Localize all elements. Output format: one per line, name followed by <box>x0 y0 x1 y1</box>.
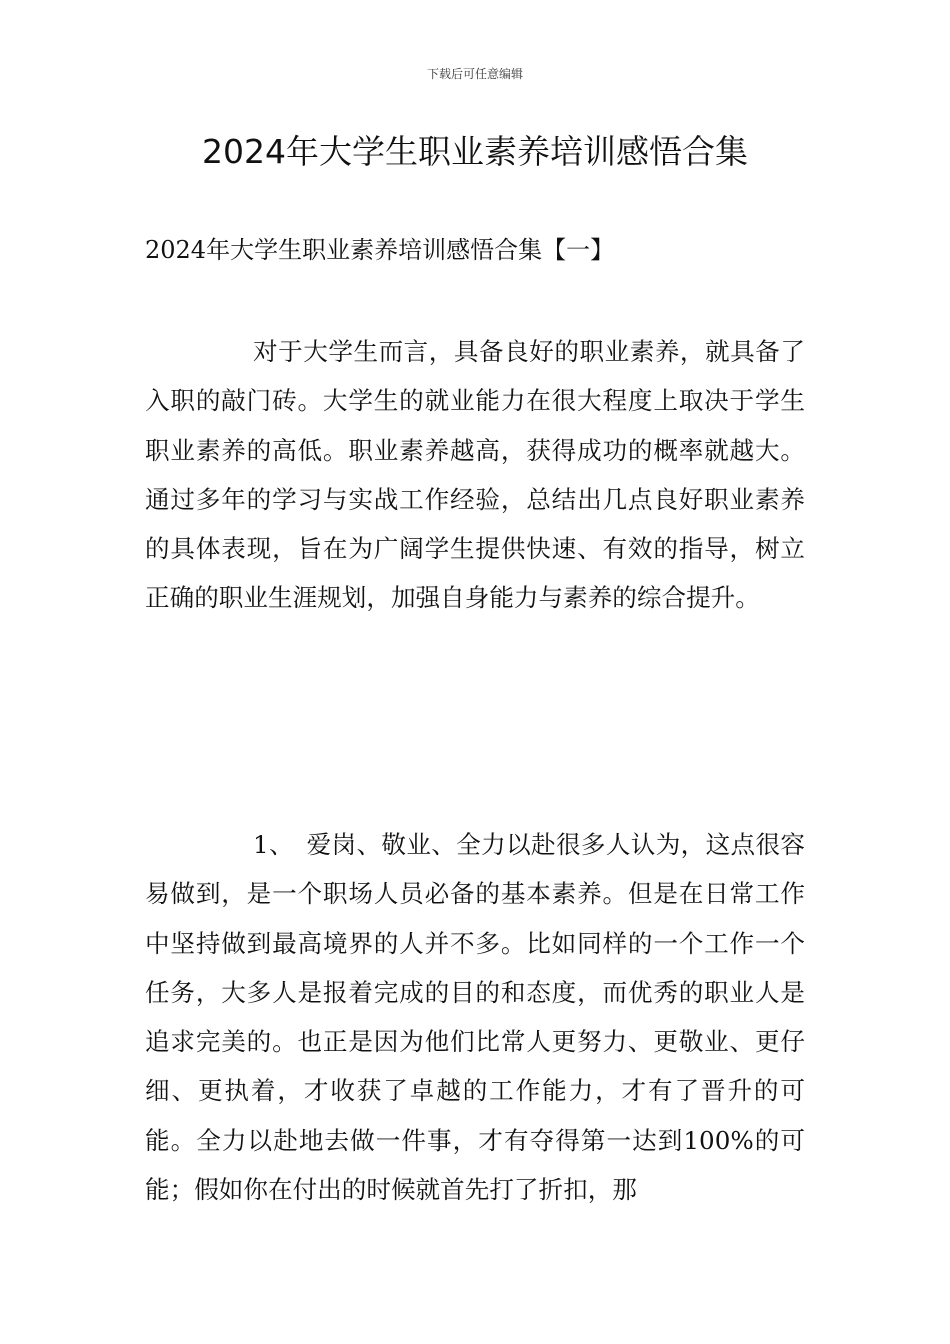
body-paragraph-point-1: 1、 爱岗、敬业、全力以赴很多人认为，这点很容易做到，是一个职场人员必备的基本素养。但是在日常工作中坚持做到最高境界的人并不多。比如同样的一个工作一个任务，大多人是报着完成的目的和态度，而优秀的职业人是追求完美的。也正是因为他们比常人更努力、更敬业、更仔细、更执着，才收获了卓越的工作能力，才有了晋升的可能。全力以赴地去做一件事，才有夺得第一达到100%的可能；假如你在付出的时候就首先打了折扣，那 <box>145 830 805 1205</box>
body-paragraph-intro: 对于大学生而言，具备良好的职业素养，就具备了入职的敲门砖。大学生的就业能力在很大程度上取决于学生职业素养的高低。职业素养越高，获得成功的概率就越大。通过多年的学习与实战工作经验，总结出几点良好职业素养的具体表现，旨在为广阔学生提供快速、有效的指导，树立正确的职业生涯规划，加强自身能力与素养的综合提升。 <box>145 337 805 613</box>
header-note: 下载后可任意编辑 <box>426 67 523 81</box>
document-title: 2024年大学生职业素养培训感悟合集 <box>202 132 748 171</box>
section-heading: 2024年大学生职业素养培训感悟合集【一】 <box>145 236 615 264</box>
